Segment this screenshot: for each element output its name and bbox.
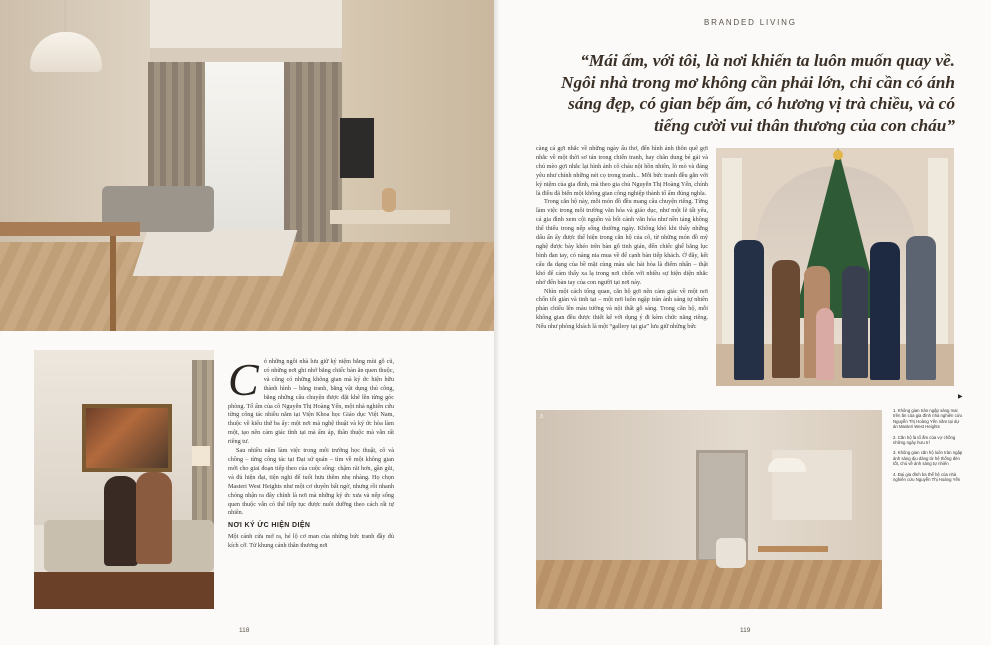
figure-number: 3 bbox=[540, 414, 543, 420]
section-tag: BRANDED LIVING bbox=[704, 18, 797, 27]
tv-shelf bbox=[330, 210, 450, 224]
right-paragraph-3: Nhìn một cách tổng quan, căn hộ gợi nên cảm giác về một nơi chốn tối giản và tinh tại – một nơi luôn ngập tràn ánh sáng tự nhiên phản chiếu lên màu tường và nội thất gỗ sáng. Trong căn hộ, mỗi không gian đều được thiết kế với dụng ý đi kèm chức năng riêng. Nếu như phòng khách là một “gallery tại gia” lưu giữ những bức bbox=[536, 287, 708, 331]
caption-4: 4. Đại gia đình ba thế hệ của nhà nghiên cứu Nguyễn Thị Hoàng Yến bbox=[893, 471, 961, 483]
left-article-column bbox=[228, 354, 394, 551]
chair bbox=[716, 538, 746, 568]
caption-3: 3. Không gian căn hộ luôn tràn ngập ánh sáng dịu dàng từ hệ thống đèn tốt, chú về ánh sáng tự nhiên bbox=[893, 450, 963, 467]
paragraph-2: Sau nhiều năm làm việc trong môi trường học thuật, cô và chồng – từng công tác tại Đại sứ quán – tìm về một không gian mới cho giai đoạn tiếp theo của cuộc sống: chậm rãi hơn, gần gũi, và đủ hiện đại, tiện nghi để tuổi hưu thêm nhẹ nhàng. Họ chọn Masteri West Heights như một cơ duyên bất ngờ, nhưng rồi nhanh chóng nhận ra đây chính là nơi mà những ký ức xưa và nếp sống quen thuộc vẫn có thể tiếp tục được nuôi dưỡng theo cách rất tự nhiên. bbox=[228, 447, 394, 517]
table-leg bbox=[110, 236, 116, 331]
caption-1: 1. Không gian tràn ngập sáng mai trên ăn của gia đình nhà nghiên cứu Nguyễn Thị Hoàng Yến năm tại dự án Masteri West Heights bbox=[893, 408, 963, 430]
family-member-2 bbox=[772, 260, 800, 378]
opening-paragraph bbox=[228, 354, 394, 447]
lamp-cord bbox=[64, 0, 66, 32]
page-number-left: 118 bbox=[239, 627, 250, 634]
table-lamp bbox=[192, 446, 210, 466]
pendant-lamp bbox=[768, 458, 806, 472]
paragraph-3: Một cánh cửa mở ra, hé lộ cơ man của những bức tranh đầy đủ kích cỡ. Từ khung cảnh thân thương nơi bbox=[228, 533, 394, 550]
page-gutter bbox=[494, 0, 500, 645]
person-wife bbox=[136, 472, 172, 564]
right-paragraph-2: Trong căn hộ này, mỗi món đồ đều mang câu chuyện riêng. Từng làm việc trong môi trường văn hóa và giáo dục, như một lẽ tất yếu, cả gia đình xem cội nguồn và bối cảnh văn hóa như nền tảng không thể thiếu trong nếp sống thường ngày. Không khó khi thấy những dấu ấn ấy được thể hiện trong căn hộ của cô, từ những món đồ mỹ nghệ được bày khéo trên bàn gỗ tinh giản, đến chiếc ghế băng lục bình đan tay, có nàng nia mua về để cạnh bàn tiếp khách. Ở đây, kết cấu đa dạng của bề mặt cùng màu sắc hài hòa là điểm nhấn – thật khó để cảm thấy xa lạ trong nơi chốn với nhiều sự hiện diện nhắc nhở đến bàn tay của con người tại nơi này. bbox=[536, 198, 708, 286]
vase bbox=[382, 188, 396, 212]
page-number-right: 119 bbox=[740, 627, 751, 634]
window bbox=[205, 62, 285, 232]
family-christmas-photo bbox=[716, 148, 954, 386]
television bbox=[340, 118, 374, 178]
child bbox=[816, 308, 834, 380]
caption-arrow: ▶ bbox=[958, 394, 963, 400]
wood-floor bbox=[536, 560, 882, 609]
opening-text: ó những ngôi nhà lưu giữ ký niệm bằng mùi gỗ cũ, có những nơi ghi nhớ bằng chiếc bàn ăn quen thuộc, và cũng có những không gian mà ký ức hiện hữu thành hình – bằng tranh, bằng vật dụng thủ công, bằng những câu chuyện được đặt khẽ lên từng góc phòng. Tổ ấm của cô Nguyễn Thị Hoàng Yến, một nhà nghiên cứu từng công tác nhiều năm tại Viện Khoa học Giáo dục Việt Nam, thuộc về kiểu thứ ba ấy: một nơi mà nghệ thuật và ký ức hòa làm một, tạo nên cảm giác tĩnh tại mà ấm áp, thân thuộc mà vẫn rất riêng tư. bbox=[228, 358, 394, 446]
couple-photo bbox=[34, 350, 214, 609]
caption-2: 2. Căn hộ là tổ ấm của vợ chồng những ngày hưu trí bbox=[893, 434, 956, 446]
family-member-6 bbox=[906, 236, 936, 380]
dining-table bbox=[758, 546, 828, 552]
person-husband bbox=[104, 476, 138, 566]
pull-quote: “Mái ấm, với tôi, là nơi khiến ta luôn muốn quay về. Ngôi nhà trong mơ không cần phải lớn, chỉ cần có ánh sáng đẹp, có gian bếp ấm, có hương vị trà chiều, và có tiếng cười vui thân thương của con cháu” bbox=[560, 51, 955, 135]
right-paragraph-1: càng cá gợi nhắc về những ngày ấu thơ, đến hình ảnh thôn quê gợi nhắc về một thời sơ tán trong chiến tranh, hay chân dung bé gái và chú mèo gợi nhắc lại hình ảnh cô cháu nội hồn nhiên, lò mò và đáng yêu như chính những nét cọ trong tranh... Mỗi bức tranh đều gắn với ký niệm của gia đình, mà theo gia chủ Nguyễn Thị Hoàng Yến, chính là điều đã biến một không gian công nghiệp thành tổ ấm đúng nghĩa. bbox=[536, 145, 709, 197]
section-subhead: NƠI KÝ ỨC HIỆN DIỆN bbox=[228, 522, 311, 530]
photo-captions bbox=[893, 408, 965, 487]
wall-painting bbox=[82, 404, 172, 472]
drop-cap: C bbox=[228, 354, 259, 405]
kitchen-photo bbox=[536, 410, 882, 609]
living-room-photo bbox=[0, 0, 494, 331]
family-member-4 bbox=[842, 266, 868, 378]
family-member-5 bbox=[870, 242, 900, 380]
rug bbox=[133, 230, 298, 276]
family-member-1 bbox=[734, 240, 764, 380]
dining-table bbox=[0, 222, 140, 236]
coffee-table bbox=[34, 572, 214, 609]
tree-star bbox=[833, 150, 843, 160]
right-article-column bbox=[536, 145, 708, 332]
